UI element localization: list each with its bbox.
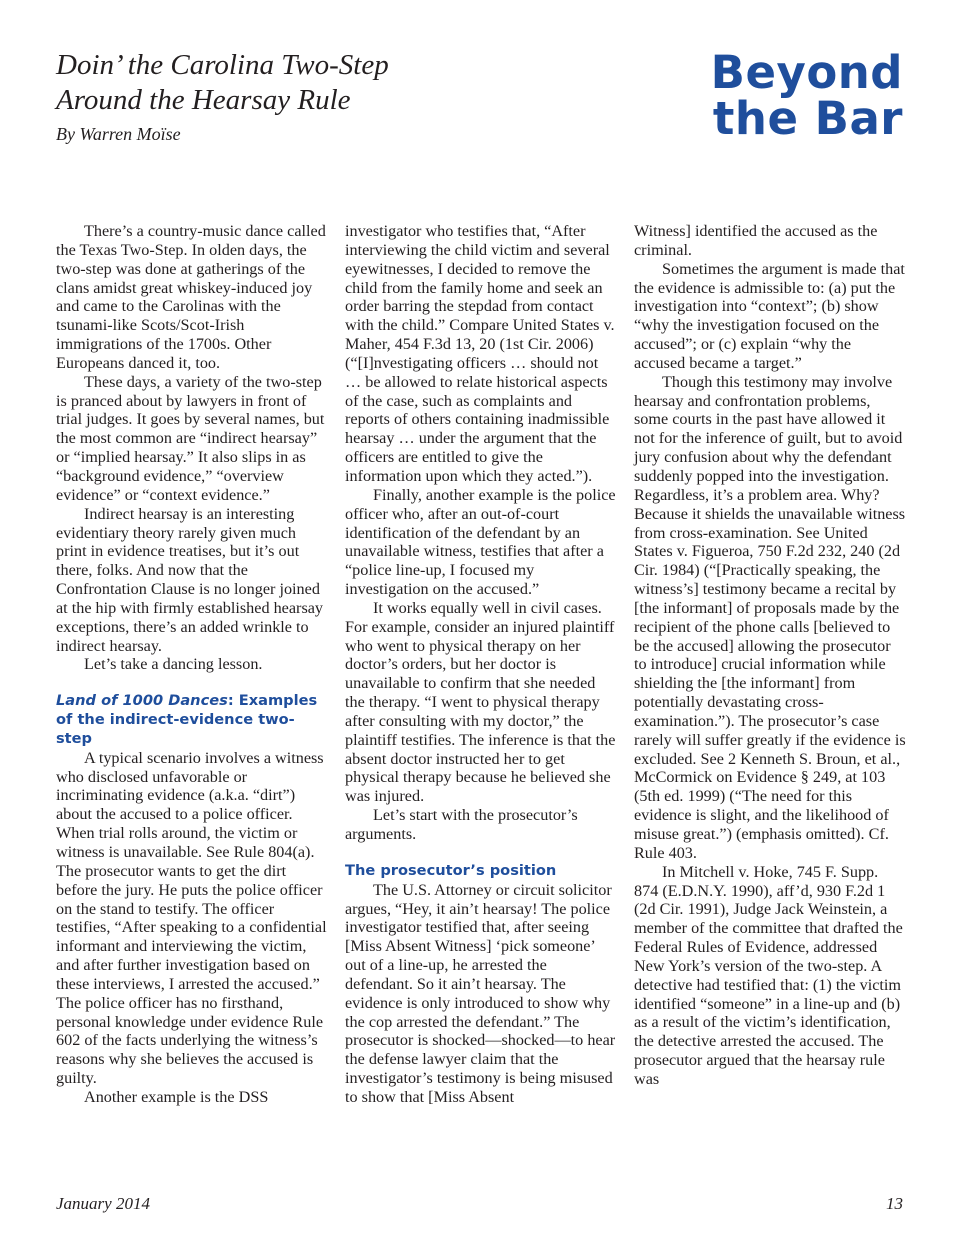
paragraph: In Mitchell v. Hoke, 745 F. Supp. 874 (E.D.N.Y. 1990), aff’d, 930 F.2d 1 (2d Cir. 1991), Judge Jack Weinstein, a member of the committee that drafted the Federal Rules of Evidence, addressed New York’s version of the two-step. A detective had testified that: (1) the victim identified “someone” in a line-up and (b) as a result of the victim’s identification, the detective arrested the accused. The prosecutor argued that the hearsay rule was: [634, 862, 903, 1088]
section-heading-dances: [56, 692, 328, 749]
paragraph: investigator who testifies that, “After interviewing the child victim and several eyewitnesses, I decided to remove the child from the family home and seek an order barring the stepdad from contact with the child.” Compare United States v. Maher, 454 F.3d 13, 20 (1st Cir. 2006) (“[I]nvestigating officers … should not … be allowed to relate historical aspects of the case, such as complaints and reports of others containing inadmissible hearsay … under the argument that the officers are entitled to give the information upon which they acted.”).: [345, 222, 615, 485]
brand-line-1: Beyond: [710, 46, 903, 99]
paragraph: A typical scenario involves a witness who disclosed unfavorable or incriminating evidence (a.k.a. “dirt”) about the accused to a police officer. When trial rolls around, the victim or witness is unavailable. See Rule 804(a). The prosecutor wants to get the dirt before the jury. He puts the police officer on the stand to testify. The officer testifies, “After speaking to a confidential informant and interviewing the victim, and after further investigation based on these interviews, I arrested the accused.” The police officer has no firsthand, personal knowledge under evidence Rule 602 of the facts underlying the witness’s reasons why she believes the accused is guilty.: [56, 748, 327, 1088]
section-brand: [643, 46, 903, 145]
byline: By Warren Moïse: [56, 124, 181, 144]
title-line-2: Around the Hearsay Rule: [56, 84, 351, 116]
paragraph: It works equally well in civil cases. For example, consider an injured plaintiff who went to physical therapy on her doctor’s orders, but her doctor is unavailable to confirm that she needed the therapy. “I went to physical therapy after consulting with my doctor,” the plaintiff testifies. The inference is that the absent doctor instructed her to get physical therapy because he believed she was injured.: [345, 598, 616, 806]
paragraph: Another example is the DSS: [84, 1087, 269, 1106]
paragraph: These days, a variety of the two-step is pranced about by lawyers in front of trial judges. It goes by several names, but the most common are “indirect hearsay” or “implied hearsay.” It also slips in as “background evidence,” “overview evidence” or “context evidence.”: [56, 372, 325, 504]
heading-italic: Land of 1000 Dances: [56, 692, 228, 710]
brand-line-2: the Bar: [712, 92, 903, 145]
paragraph: The U.S. Attorney or circuit solicitor argues, “Hey, it ain’t hearsay! The police investigator testified that, after seeing [Miss Absent Witness] ‘pick someone’ out of a line-up, he arrested the defendant. So it ain’t hearsay. The evidence is only introduced to show why the cop arrested the defendant.” The prosecutor is shocked—shocked—to hear the defense lawyer claim that the investigator’s testimony is being misused to show that [Miss Absent: [345, 880, 616, 1106]
paragraph: Though this testimony may involve hearsay and confrontation problems, some courts in the past have allowed it not for the inference of guilt, but to avoid jury confusion about why the defendant suddenly popped into the investigation. Regardless, it’s a problem area. Why? Because it shields the unavailable witness from cross-examination. See United States v. Figueroa, 750 F.2d 232, 240 (2d Cir. 1984) (“[Practically speaking, the witness’s] testimony became a recital by [the informant] of proposals made by the recipient of the phone calls [believed to be the accused] allowing the prosecutor to introduce] crucial information while shielding the [the informant] from potentially devastating cross-examination.”). The prosecutor’s case rarely will suffer greatly if the evidence is excluded. See 2 Kenneth S. Broun, et al., McCormick on Evidence § 249, at 103 (5th ed. 1999) (“The need for this evidence is slight, and the likelihood of misuse great.”) (emphasis omitted). Cf. Rule 403.: [634, 372, 906, 862]
title-line-1: Doin’ the Carolina Two-Step: [56, 49, 389, 81]
paragraph: Let’s start with the prosecutor’s arguments.: [345, 806, 578, 843]
heading-rest: : Examples of the indirect-evidence two-step: [56, 692, 318, 747]
paragraph: Indirect hearsay is an interesting evidentiary theory rarely given much print in evidence treatises, but it’s out there, folks. And now that the Confrontation Clause is no longer joined at the hip with firmly established hearsay exceptions, there’s an added wrinkle to indirect hearsay.: [56, 504, 324, 655]
paragraph: Witness] identified the accused as the criminal.: [634, 222, 878, 259]
issue-date: January 2014: [56, 1194, 150, 1213]
paragraph: Let’s take a dancing lesson.: [84, 655, 263, 674]
column-1: [56, 222, 328, 1107]
section-heading-prosecutor: The prosecutor’s position: [345, 861, 557, 879]
paragraph: Sometimes the argument is made that the evidence is admissible to: (a) put the investigation into “context”; (b) show “why the investigation focused on the accused”; or (c) explain “why the accused became a target.”: [634, 259, 905, 372]
page-number: 13: [886, 1194, 903, 1213]
paragraph: Finally, another example is the police officer who, after an out-of-court identification of the defendant by an unavailable witness, testifies that after a “police line-up, I focused my investigation on the accused.”: [345, 485, 616, 599]
column-3: [634, 222, 906, 1089]
article-title: [56, 48, 616, 118]
paragraph: There’s a country-music dance called the Texas Two-Step. In olden days, the two-step was done at gatherings of the clans amidst great whiskey-induced joy and came to the Carolinas with the tsunami-like Scots/Scot-Irish immigrations of the 1700s. Other Europeans danced it, too.: [56, 222, 326, 372]
column-2: [345, 222, 617, 1107]
